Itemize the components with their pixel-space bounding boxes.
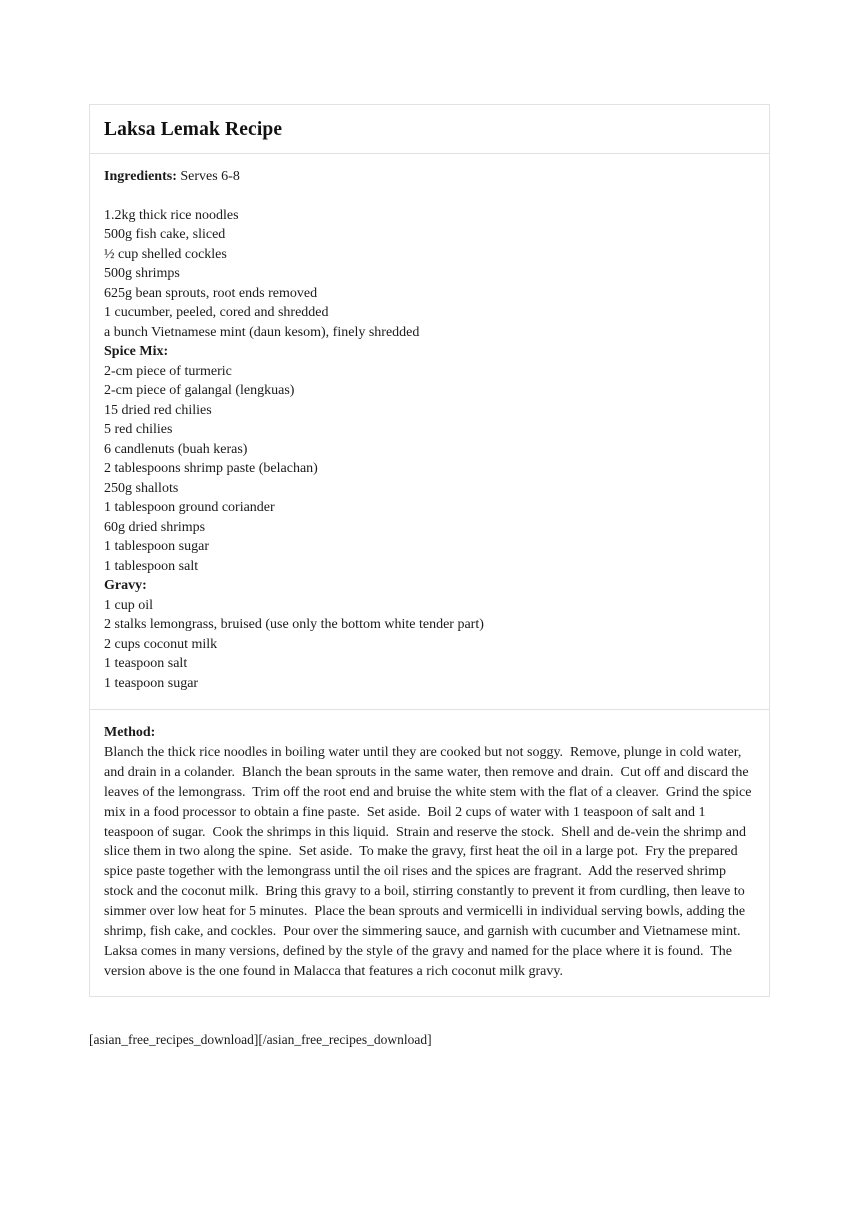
list-item: 250g shallots <box>104 480 179 496</box>
list-item: 1 cup oil <box>104 597 153 613</box>
list-item: 2 cups coconut milk <box>104 636 218 652</box>
list-item: 625g bean sprouts, root ends removed <box>104 285 318 301</box>
list-item: 1 tablespoon sugar <box>104 539 209 555</box>
list-item: 2 stalks lemongrass, bruised (use only the bottom white tender part) <box>104 617 484 633</box>
serves-line <box>104 167 755 187</box>
recipe-card <box>89 104 770 997</box>
list-item: 1 tablespoon ground coriander <box>104 500 275 516</box>
list-item: a bunch Vietnamese mint (daun kesom), finely shredded <box>104 324 420 340</box>
ingredient-group-heading: Spice Mix: <box>104 344 169 360</box>
ingredients-label: Ingredients: <box>104 169 177 185</box>
list-item: 6 candlenuts (buah keras) <box>104 441 248 457</box>
list-item: 2-cm piece of turmeric <box>104 363 232 379</box>
shortcode-footer: [asian_free_recipes_download][/asian_free_recipes_download] <box>89 1032 432 1047</box>
recipe-card-header <box>90 105 769 154</box>
list-item: 1.2kg thick rice noodles <box>104 207 239 223</box>
list-item: 500g fish cake, sliced <box>104 227 226 243</box>
list-item: 15 dried red chilies <box>104 402 212 418</box>
list-item: ½ cup shelled cockles <box>104 246 227 262</box>
method-text: Blanch the thick rice noodles in boiling water until they are cooked but not soggy. Remove, plunge in cold water, and drain in a colander. Blanch the bean sprouts in the same water, then remove and drain. Cut off and discard the leaves of the lemongrass. Trim off the root end and bruise the white stem with the flat of a cleaver. Grind the spice mix in a food processor to obtain a fine paste. Set aside. Boil 2 cups of water with 1 teaspoon of salt and 1 teaspoon of sugar. Cook the shrimps in this liquid. Strain and reserve the stock. Shell and de-vein the shrimp and slice them in two along the spine. Set aside. To make the gravy, first heat the oil in a large pot. Fry the prepared spice paste together with the lemongrass until the oil rises and the spices are fragrant. Add the reserved shrimp stock and the coconut milk. Bring this gravy to a boil, stirring constantly to prevent it from curdling, then leave to simmer over low heat for 5 minutes. Place the bean sprouts and vermicelli in individual serving bowls, adding the shrimp, fish cake, and cockles. Pour over the simmering sauce, and garnish with cucumber and Vietnamese mint. Laksa comes in many versions, defined by the style of the gravy and named for the place where it is found. The version above is the one found in Malacca that features a rich coconut milk gravy. <box>104 744 755 979</box>
page-title: Laksa Lemak Recipe <box>104 119 283 140</box>
list-item: 1 cucumber, peeled, cored and shredded <box>104 305 329 321</box>
list-item: 2 tablespoons shrimp paste (belachan) <box>104 461 318 477</box>
ingredients-section <box>90 154 769 710</box>
list-item: 1 tablespoon salt <box>104 558 199 574</box>
list-item: 1 teaspoon sugar <box>104 675 199 691</box>
ingredients-list <box>104 206 755 694</box>
list-item: 5 red chilies <box>104 422 173 438</box>
method-label: Method: <box>104 725 156 741</box>
list-item: 1 teaspoon salt <box>104 656 188 672</box>
serves-value: Serves 6-8 <box>180 169 240 185</box>
method-section <box>90 710 769 995</box>
list-item: 2-cm piece of galangal (lengkuas) <box>104 383 295 399</box>
ingredient-group-heading: Gravy: <box>104 578 147 594</box>
list-item: 500g shrimps <box>104 266 180 282</box>
list-item: 60g dried shrimps <box>104 519 206 535</box>
